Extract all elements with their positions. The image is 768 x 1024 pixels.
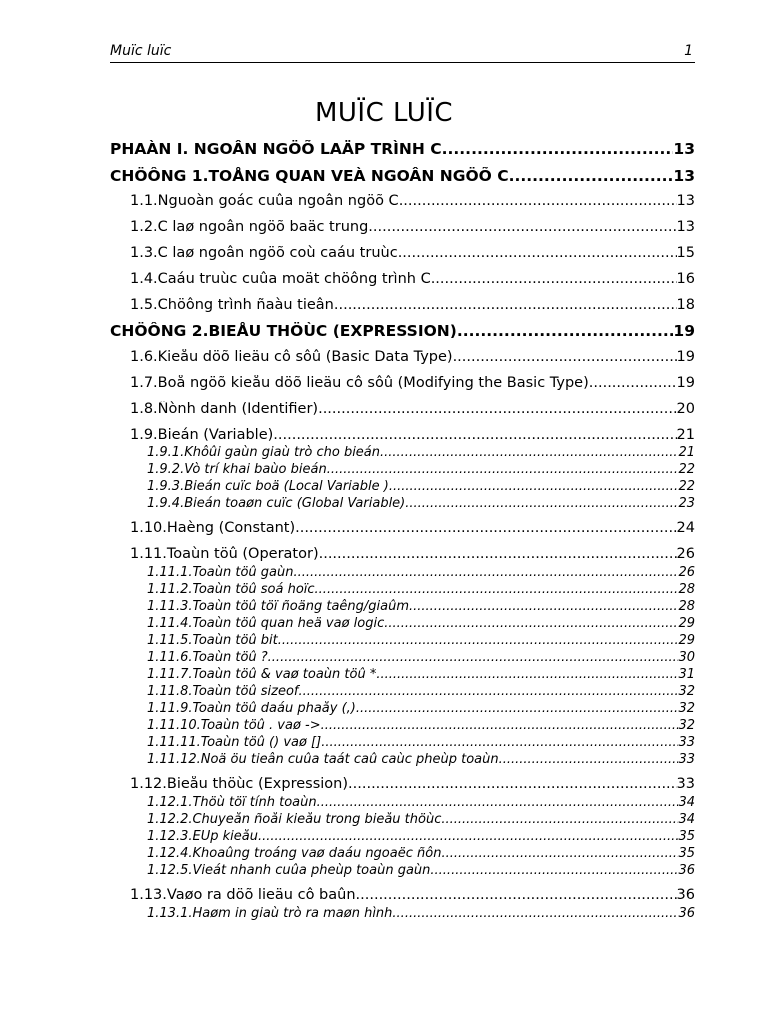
toc-entry-label: PHAÀN I. NGOÂN NGÖÕ LAÄP TRÌNH C [110,140,442,158]
toc-page-number: 21 [678,445,695,460]
toc-entry-label: 1.6.Kieåu döõ lieäu cô sôû (Basic Data Type) [130,349,453,365]
toc-dot-leader [398,245,677,261]
toc-page-number: 29 [678,616,695,631]
toc-page-number: 36 [678,863,695,878]
toc-subentry[interactable] [147,616,695,631]
toc-entry-label: 1.12.2.Chuyeån ñoåi kieåu trong bieåu thöùc [147,812,442,827]
toc-entry-label: 1.13.1.Haøm in giaù trò ra maøn hình [147,906,393,921]
toc-entry[interactable] [130,520,695,536]
toc-entry-label: CHÖÔNG 2.BIEÅU THÖÙC (EXPRESSION) [110,322,457,340]
toc-subentry[interactable] [147,667,695,682]
toc-dot-leader [356,701,679,716]
toc-entry[interactable] [130,375,695,391]
toc-page-number: 15 [676,245,695,261]
toc-entry-label: 1.11.2.Toaùn töû soá hoïc [147,582,315,597]
toc-dot-leader [589,375,677,391]
toc-dot-leader [258,829,679,844]
toc-page-number: 33 [678,735,695,750]
toc-page-number: 18 [676,297,695,313]
toc-entry-label: 1.12.5.Vieát nhanh cuûa pheùp toaùn gaùn [147,863,431,878]
toc-entry-label: CHÖÔNG 1.TOÅNG QUAN VEÀ NGOÂN NGÖÕ C [110,167,509,185]
toc-subentry[interactable] [147,752,695,767]
toc-subentry[interactable] [147,445,695,460]
toc-entry-label: 1.9.2.Vò trí khai baùo bieán [147,462,327,477]
toc-dot-leader [299,684,679,699]
toc-subentry[interactable] [147,633,695,648]
toc-entry-label: 1.11.11.Toaùn töû () vaø [] [147,735,322,750]
toc-entry[interactable] [130,546,695,562]
toc-dot-leader [293,565,678,580]
toc-page-number: 33 [678,752,695,767]
toc-dot-leader [442,140,674,158]
toc-entry[interactable] [130,349,695,365]
toc-dot-leader [318,401,676,417]
toc-page-number: 22 [678,462,695,477]
toc-dot-leader [431,271,677,287]
toc-section-heading[interactable] [110,140,695,158]
toc-page-number: 32 [678,684,695,699]
toc-entry[interactable] [130,193,695,209]
toc-entry-label: 1.12.1.Thöù töï tính toaùn [147,795,317,810]
toc-subentry[interactable] [147,829,695,844]
toc-entry-label: 1.8.Ñònh danh (Identifier) [130,401,319,417]
toc-page-number: 34 [678,812,695,827]
toc-entry-label: 1.9.3.Bieán cuïc boä (Local Variable ) [147,479,389,494]
toc-subentry[interactable] [147,735,695,750]
toc-page-number: 24 [676,520,695,536]
toc-dot-leader [389,479,679,494]
toc-page-number: 28 [678,599,695,614]
toc-entry[interactable] [130,297,695,313]
toc-entry[interactable] [130,219,695,235]
toc-entry-label: 1.11.Toaùn töû (Operator) [130,546,319,562]
toc-dot-leader [441,812,678,827]
toc-section-heading[interactable] [110,322,695,340]
toc-entry[interactable] [130,271,695,287]
toc-subentry[interactable] [147,684,695,699]
toc-subentry[interactable] [147,479,695,494]
toc-entry-label: 1.11.3.Toaùn töû töï ñoäng taêng/giaûm [147,599,410,614]
toc-entry[interactable] [130,776,695,792]
toc-subentry[interactable] [147,718,695,733]
toc-entry-label: 1.9.4.Bieán toaøn cuïc (Global Variable) [147,496,406,511]
toc-entry-label: 1.9.Bieán (Variable) [130,427,274,443]
toc-entry-label: 1.11.12.Ñoä öu tieân cuûa taát caû caùc pheùp toaùn [147,752,499,767]
toc-page-number: 36 [678,906,695,921]
toc-page-number: 34 [678,795,695,810]
toc-page-number: 20 [676,401,695,417]
toc-entry-label: 1.11.4.Toaùn töû quan heä vaø logic [147,616,385,631]
toc-entry-label: 1.11.6.Toaùn töû ? [147,650,268,665]
toc-dot-leader [368,219,676,235]
toc-dot-leader [499,752,679,767]
toc-page-number: 35 [678,829,695,844]
toc-entry-label: 1.1.Nguoàn goác cuûa ngoân ngöõ C [130,193,399,209]
toc-entry-label: 1.9.1.Khôûi gaùn giaù trò cho bieán [147,445,381,460]
toc-dot-leader [409,599,678,614]
toc-subentry[interactable] [147,565,695,580]
toc-section-heading[interactable] [110,167,695,185]
toc-subentry[interactable] [147,812,695,827]
toc-entry-label: 1.5.Chöông trình ñaàu tieân [130,297,334,313]
page-number: 1 [684,43,693,59]
toc-page-number: 19 [676,375,695,391]
toc-page-number: 19 [676,349,695,365]
toc-entry[interactable] [130,887,695,903]
toc-page-number: 29 [678,633,695,648]
toc-subentry[interactable] [147,863,695,878]
toc-subentry[interactable] [147,650,695,665]
toc-page-number: 13 [676,219,695,235]
toc-dot-leader [356,887,677,903]
toc-page-number: 13 [676,193,695,209]
toc-page-number: 33 [676,776,695,792]
toc-page-number: 13 [673,167,695,185]
running-header-title: Muïc luïc [110,43,172,59]
toc-dot-leader [273,427,676,443]
toc-page-number: 22 [678,479,695,494]
toc-dot-leader [278,633,679,648]
toc-dot-leader [453,349,677,365]
toc-entry-label: 1.7.Boå ngöõ kieåu döõ lieäu cô sôû (Modifying the Basic Type) [130,375,589,391]
toc-dot-leader [509,167,674,185]
toc-entry-label: 1.12.Bieåu thöùc (Expression) [130,776,349,792]
toc-page-number: 16 [676,271,695,287]
toc-entry-label: 1.12.4.Khoaûng troáng vaø daáu ngoaëc ñôn [147,846,442,861]
toc-subentry[interactable] [147,582,695,597]
toc-page-number: 26 [678,565,695,580]
toc-subentry[interactable] [147,496,695,511]
toc-dot-leader [334,297,677,313]
toc-entry[interactable] [130,401,695,417]
toc-entry-label: 1.4.Caáu truùc cuûa moät chöông trình C [130,271,431,287]
toc-subentry[interactable] [147,462,695,477]
page-title: MUÏC LUÏC [314,98,454,128]
toc-page-number: 30 [678,650,695,665]
toc-page-number: 32 [678,701,695,716]
toc-page-number: 35 [678,846,695,861]
toc-page-number: 21 [676,427,695,443]
toc-entry-label: 1.11.1.Toaùn töû gaùn [147,565,294,580]
toc-dot-leader [376,667,678,682]
toc-dot-leader [321,735,678,750]
toc-subentry[interactable] [147,846,695,861]
toc-entry-label: 1.2.C laø ngoân ngöõ baäc trung [130,219,369,235]
toc-entry[interactable] [130,245,695,261]
toc-page-number: 32 [678,718,695,733]
toc-subentry[interactable] [147,701,695,716]
toc-dot-leader [430,863,678,878]
toc-entry-label: 1.11.8.Toaùn töû sizeof [147,684,299,699]
toc-page-number: 13 [673,140,695,158]
toc-dot-leader [321,718,679,733]
toc-dot-leader [392,906,678,921]
toc-entry-label: 1.11.9.Toaùn töû daáu phaåy (,) [147,701,356,716]
toc-subentry[interactable] [147,906,695,921]
toc-dot-leader [380,445,678,460]
toc-entry-label: 1.11.7.Toaùn töû & vaø toaùn töû * [147,667,377,682]
toc-dot-leader [327,462,679,477]
toc-dot-leader [384,616,678,631]
toc-dot-leader [441,846,678,861]
running-header [110,42,695,63]
toc-page-number: 26 [676,546,695,562]
toc-entry-label: 1.13.Vaøo ra döõ lieäu cô baûn [130,887,356,903]
toc-dot-leader [317,795,679,810]
toc-entry-label: 1.11.10.Toaùn töû . vaø -> [147,718,321,733]
toc-page-number: 23 [678,496,695,511]
toc-dot-leader [405,496,678,511]
toc-dot-leader [399,193,677,209]
toc-subentry[interactable] [147,599,695,614]
toc-page-number: 19 [673,322,695,340]
toc-dot-leader [457,322,674,340]
toc-entry-label: 1.12.3.EÙp kieåu [147,829,258,844]
toc-entry-label: 1.3.C laø ngoân ngöõ coù caáu truùc [130,245,398,261]
toc-dot-leader [315,582,679,597]
toc-subentry[interactable] [147,795,695,810]
toc-page-number: 36 [676,887,695,903]
toc-page-number: 31 [678,667,695,682]
toc-dot-leader [268,650,679,665]
toc-dot-leader [319,546,677,562]
toc-dot-leader [295,520,676,536]
toc-page-number: 28 [678,582,695,597]
toc-dot-leader [348,776,677,792]
toc-entry-label: 1.10.Haèng (Constant) [130,520,296,536]
toc-entry-label: 1.11.5.Toaùn töû bit [147,633,278,648]
toc-entry[interactable] [130,427,695,443]
